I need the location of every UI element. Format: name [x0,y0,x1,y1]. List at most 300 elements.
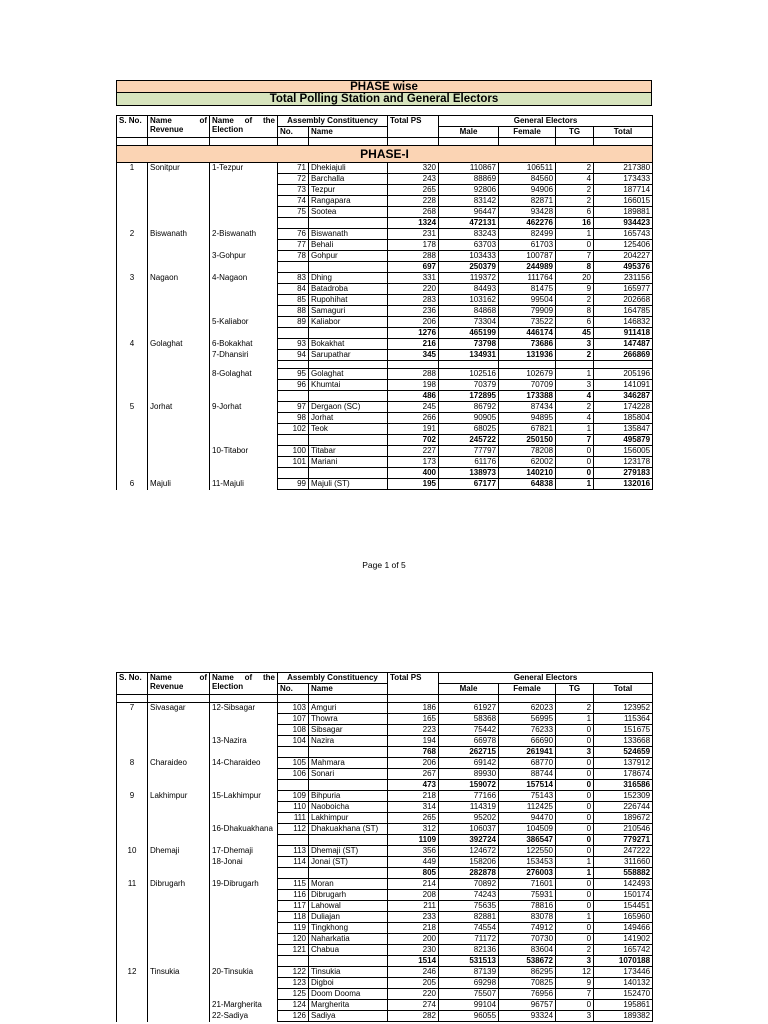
cell-f: 140210 [499,468,556,479]
cell-ps: 266 [388,413,439,424]
cell-sno [117,240,148,251]
cell-name: Rupohihat [309,295,388,306]
cell-no: 120 [278,934,309,945]
cell-el: 9-Jorhat [210,402,278,413]
cell-name: Lahowal [309,901,388,912]
cell-tg: 12 [556,967,594,978]
cell-rev [148,802,210,813]
cell-sno [117,424,148,435]
cell-no: 111 [278,813,309,824]
cell-sno [117,196,148,207]
cell-no: 121 [278,945,309,956]
cell-ps: 220 [388,284,439,295]
cell-t: 165960 [594,912,653,923]
cell-name: Biswanath [309,229,388,240]
cell-rev [148,945,210,956]
cell-tg: 1 [556,714,594,725]
cell-f: 75143 [499,791,556,802]
cell-name: Samaguri [309,306,388,317]
cell-t: 152309 [594,791,653,802]
cell-m: 96447 [439,207,499,218]
cell-tg: 2 [556,350,594,361]
cell-f: 83078 [499,912,556,923]
cell-sno: 6 [117,479,148,490]
cell-t: 934423 [594,218,653,229]
cell-el: 10-Titabor [210,446,278,457]
cell-el [210,934,278,945]
cell-f: 71601 [499,879,556,890]
cell-el: 16-Dhakuakhana [210,824,278,835]
header-female: Female [499,127,556,138]
cell-name [309,328,388,339]
cell-f: 261941 [499,747,556,758]
subtotal-row [117,868,653,879]
cell-name: Dhekiajuli [309,163,388,174]
cell-no: 100 [278,446,309,457]
cell-el: 2-Biswanath [210,229,278,240]
subtotal-row [117,468,653,479]
cell-f: 94895 [499,413,556,424]
cell-f: 386547 [499,835,556,846]
cell-el [210,174,278,185]
cell-rev [148,295,210,306]
cell-el [210,328,278,339]
cell-el [210,835,278,846]
cell-sno [117,295,148,306]
cell-sno: 12 [117,967,148,978]
header-tg: TG [556,127,594,138]
cell-m: 75635 [439,901,499,912]
cell-sno [117,380,148,391]
table-row [117,846,653,857]
subtotal-row [117,835,653,846]
cell-rev [148,912,210,923]
cell-name: Chabua [309,945,388,956]
cell-f: 82871 [499,196,556,207]
cell-no: 124 [278,1000,309,1011]
cell-sno [117,890,148,901]
cell-name: Jorhat [309,413,388,424]
cell-rev [148,306,210,317]
cell-f: 78816 [499,901,556,912]
cell-no [278,835,309,846]
cell-el [210,978,278,989]
cell-tg: 3 [556,380,594,391]
cell-t: 279183 [594,468,653,479]
cell-no: 98 [278,413,309,424]
cell-ps: 206 [388,317,439,328]
cell-m: 465199 [439,328,499,339]
header-ac: Assembly Constituency [278,116,388,127]
cell-t: 911418 [594,328,653,339]
cell-ps: 218 [388,791,439,802]
cell-t: 140132 [594,978,653,989]
subtotal-row [117,435,653,446]
cell-no: 84 [278,284,309,295]
cell-ps: 345 [388,350,439,361]
cell-sno [117,262,148,273]
cell-m: 89930 [439,769,499,780]
cell-m: 83142 [439,196,499,207]
cell-no: 103 [278,703,309,714]
cell-el: 21-Margherita [210,1000,278,1011]
cell-no: 117 [278,901,309,912]
cell-rev: Sonitpur [148,163,210,174]
cell-rev [148,361,210,369]
cell-f [499,361,556,369]
cell-m: 68025 [439,424,499,435]
cell-f: 74912 [499,923,556,934]
cell-m: 159072 [439,780,499,791]
cell-m: 83243 [439,229,499,240]
cell-name: Moran [309,879,388,890]
cell-m: 61176 [439,457,499,468]
table-row [117,857,653,868]
cell-m: 66978 [439,736,499,747]
cell-name [309,262,388,273]
subtotal-row [117,780,653,791]
cell-m: 106037 [439,824,499,835]
cell-el [210,780,278,791]
cell-ps: 220 [388,989,439,1000]
cell-rev [148,207,210,218]
cell-t: 779271 [594,835,653,846]
cell-m: 138973 [439,468,499,479]
cell-tg: 0 [556,725,594,736]
cell-m: 71172 [439,934,499,945]
cell-el: 11-Majuli [210,479,278,490]
cell-t: 147487 [594,339,653,350]
page-one [116,80,652,490]
cell-m: 74243 [439,890,499,901]
cell-name: Digboi [309,978,388,989]
cell-ps: 265 [388,185,439,196]
cell-sno [117,714,148,725]
cell-name: Doom Dooma [309,989,388,1000]
cell-sno [117,218,148,229]
cell-sno [117,350,148,361]
cell-rev [148,1011,210,1022]
cell-f: 73686 [499,339,556,350]
cell-sno [117,901,148,912]
header-sno: S. No. [117,673,148,695]
cell-no: 115 [278,879,309,890]
cell-ps: 288 [388,369,439,380]
cell-f: 70730 [499,934,556,945]
cell-f: 61703 [499,240,556,251]
cell-f: 93428 [499,207,556,218]
cell-sno: 10 [117,846,148,857]
cell-tg: 0 [556,835,594,846]
table-row [117,989,653,1000]
cell-tg: 0 [556,446,594,457]
table-row [117,361,653,369]
cell-f: 82499 [499,229,556,240]
cell-no [278,262,309,273]
cell-tg: 6 [556,317,594,328]
cell-rev [148,835,210,846]
cell-ps: 243 [388,174,439,185]
cell-rev [148,868,210,879]
table-row [117,174,653,185]
cell-m: 77166 [439,791,499,802]
cell-tg: 1 [556,857,594,868]
cell-name: Tingkhong [309,923,388,934]
cell-el: 17-Dhemaji [210,846,278,857]
cell-tg: 2 [556,945,594,956]
cell-rev [148,174,210,185]
cell-name [309,361,388,369]
cell-ps: 206 [388,758,439,769]
cell-rev [148,185,210,196]
cell-no: 88 [278,306,309,317]
cell-no: 93 [278,339,309,350]
cell-rev [148,317,210,328]
cell-f: 67821 [499,424,556,435]
cell-tg: 6 [556,207,594,218]
cell-rev [148,736,210,747]
cell-el: 22-Sadiya [210,1011,278,1022]
cell-sno [117,391,148,402]
cell-rev [148,890,210,901]
cell-el [210,185,278,196]
cell-el: 19-Dibrugarh [210,879,278,890]
cell-m: 69142 [439,758,499,769]
table-row [117,380,653,391]
table-row [117,890,653,901]
cell-t: 152470 [594,989,653,1000]
cell-tg: 7 [556,989,594,1000]
cell-ps: 228 [388,196,439,207]
cell-rev: Nagaon [148,273,210,284]
cell-rev [148,978,210,989]
cell-f: 78208 [499,446,556,457]
cell-rev [148,857,210,868]
cell-sno [117,945,148,956]
cell-ps: 274 [388,1000,439,1011]
cell-f: 79909 [499,306,556,317]
cell-t: 151675 [594,725,653,736]
cell-f: 102679 [499,369,556,380]
cell-t: 125406 [594,240,653,251]
cell-ps: 205 [388,978,439,989]
cell-m: 73798 [439,339,499,350]
cell-no: 101 [278,457,309,468]
cell-ps: 195 [388,479,439,490]
cell-f: 62002 [499,457,556,468]
cell-name: Thowra [309,714,388,725]
cell-m: 61927 [439,703,499,714]
cell-ps: 236 [388,306,439,317]
cell-ps: 191 [388,424,439,435]
cell-tg: 0 [556,890,594,901]
cell-t: 495376 [594,262,653,273]
table-body-page-2 [117,703,653,1022]
cell-no: 71 [278,163,309,174]
cell-f: 86295 [499,967,556,978]
cell-f: 73522 [499,317,556,328]
cell-tg: 0 [556,240,594,251]
cell-el [210,207,278,218]
cell-sno [117,185,148,196]
cell-el [210,945,278,956]
cell-f: 112425 [499,802,556,813]
cell-tg: 2 [556,703,594,714]
cell-tg: 1 [556,868,594,879]
table-row [117,1011,653,1022]
cell-no [278,780,309,791]
cell-name: Sonari [309,769,388,780]
cell-f: 70709 [499,380,556,391]
cell-ps: 227 [388,446,439,457]
cell-name: Naoboicha [309,802,388,813]
cell-rev [148,240,210,251]
cell-no [278,391,309,402]
cell-tg: 0 [556,457,594,468]
cell-no: 85 [278,295,309,306]
cell-ps: 173 [388,457,439,468]
cell-f: 64838 [499,479,556,490]
cell-t: 137912 [594,758,653,769]
cell-sno [117,989,148,1000]
cell-name: Gohpur [309,251,388,262]
cell-no: 89 [278,317,309,328]
cell-no: 114 [278,857,309,868]
table-row [117,207,653,218]
header-male: Male [439,127,499,138]
cell-sno: 9 [117,791,148,802]
cell-m: 87139 [439,967,499,978]
cell-tg: 3 [556,339,594,350]
table-row [117,1000,653,1011]
table-row [117,424,653,435]
cell-sno [117,978,148,989]
cell-t: 202668 [594,295,653,306]
cell-no: 113 [278,846,309,857]
cell-no: 116 [278,890,309,901]
cell-m: 250379 [439,262,499,273]
cell-rev [148,923,210,934]
cell-ps: 223 [388,725,439,736]
header-female: Female [499,684,556,695]
cell-ps: 246 [388,967,439,978]
cell-name [309,435,388,446]
cell-t: 178674 [594,769,653,780]
cell-name: Kaliabor [309,317,388,328]
cell-f: 94470 [499,813,556,824]
cell-rev: Biswanath [148,229,210,240]
cell-m: 119372 [439,273,499,284]
cell-t: 204227 [594,251,653,262]
cell-no: 105 [278,758,309,769]
cell-name: Nazira [309,736,388,747]
cell-name: Sadiya [309,1011,388,1022]
cell-ps: 268 [388,207,439,218]
cell-name: Majuli (ST) [309,479,388,490]
cell-rev [148,457,210,468]
cell-rev [148,350,210,361]
cell-rev: Lakhimpur [148,791,210,802]
cell-name [309,747,388,758]
table-row [117,736,653,747]
cell-f: 70825 [499,978,556,989]
cell-f: 122550 [499,846,556,857]
cell-rev: Charaideo [148,758,210,769]
subtotal-row [117,262,653,273]
cell-tg: 4 [556,391,594,402]
cell-rev: Sivasagar [148,703,210,714]
cell-name [309,391,388,402]
cell-sno [117,923,148,934]
cell-name: Dhemaji (ST) [309,846,388,857]
cell-no: 106 [278,769,309,780]
cell-tg: 2 [556,402,594,413]
cell-rev [148,284,210,295]
cell-el [210,956,278,967]
cell-sno [117,468,148,479]
cell-rev [148,251,210,262]
cell-m: 70892 [439,879,499,890]
cell-rev [148,989,210,1000]
cell-f: 250150 [499,435,556,446]
subtotal-row [117,218,653,229]
cell-f: 84560 [499,174,556,185]
cell-name: Mahmara [309,758,388,769]
cell-rev [148,956,210,967]
cell-rev [148,391,210,402]
cell-no: 95 [278,369,309,380]
cell-sno: 4 [117,339,148,350]
table-row [117,402,653,413]
cell-ps: 186 [388,703,439,714]
cell-f: 81475 [499,284,556,295]
header-sno: S. No. [117,116,148,138]
electors-table-page-1 [116,115,653,490]
cell-ps: 245 [388,402,439,413]
cell-f: 62023 [499,703,556,714]
cell-el [210,413,278,424]
cell-tg: 1 [556,479,594,490]
table-row [117,802,653,813]
page-two [116,672,652,1022]
cell-sno [117,1000,148,1011]
cell-m: 124672 [439,846,499,857]
cell-ps: 331 [388,273,439,284]
cell-t: 346287 [594,391,653,402]
cell-el [210,380,278,391]
cell-ps: 218 [388,923,439,934]
cell-m: 84868 [439,306,499,317]
cell-no: 94 [278,350,309,361]
cell-el [210,361,278,369]
cell-no: 104 [278,736,309,747]
cell-sno [117,956,148,967]
cell-no: 75 [278,207,309,218]
cell-t [594,361,653,369]
cell-ps: 320 [388,163,439,174]
cell-sno: 5 [117,402,148,413]
table-row [117,350,653,361]
cell-ps: 165 [388,714,439,725]
cell-no [278,361,309,369]
cell-el [210,868,278,879]
table-row [117,912,653,923]
cell-t: 150174 [594,890,653,901]
cell-sno [117,435,148,446]
cell-rev [148,934,210,945]
cell-sno [117,780,148,791]
cell-tg: 7 [556,435,594,446]
